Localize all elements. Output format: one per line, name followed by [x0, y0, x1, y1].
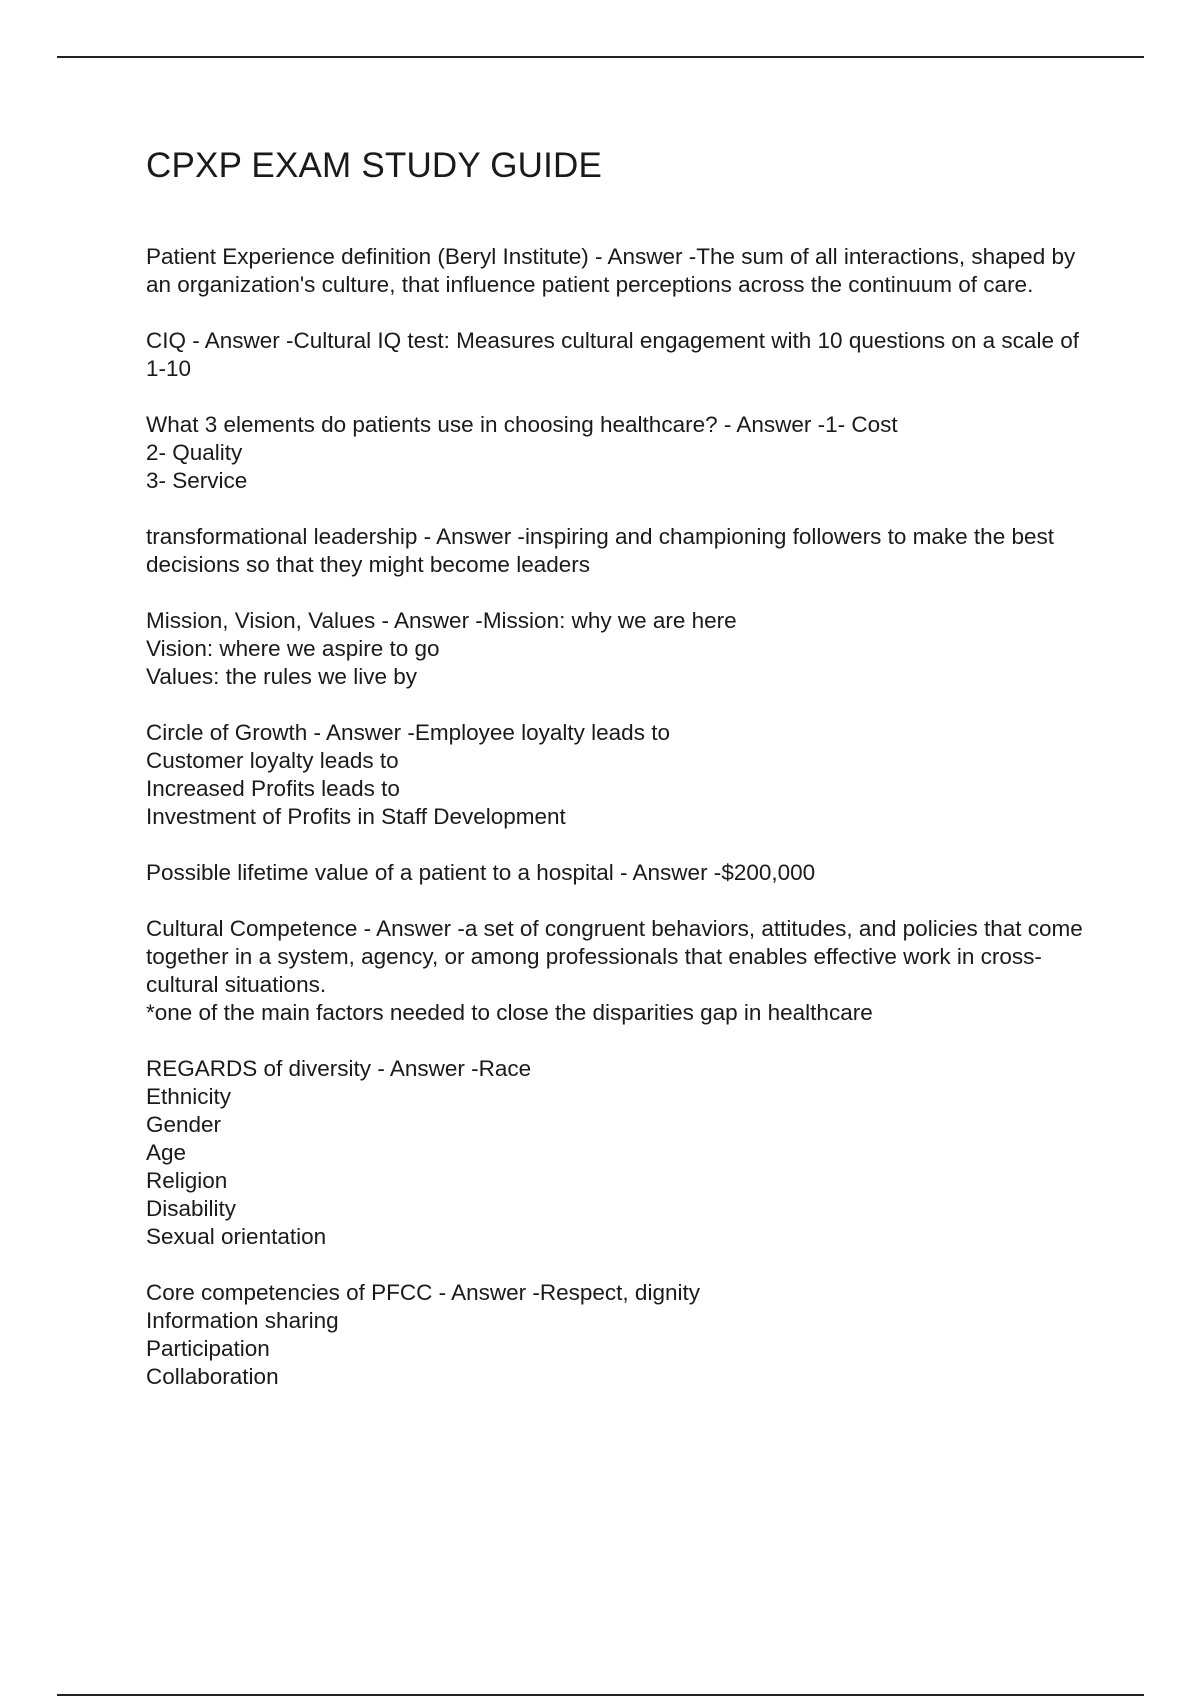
qa-separator: - Answer -	[375, 608, 483, 633]
qa-term: transformational leadership	[146, 524, 418, 549]
qa-answer: The sum of all interactions, shaped by an organization's culture, that influence patient perceptions across the continuum of care.	[146, 244, 1076, 297]
study-guide-body	[146, 243, 1096, 1419]
qa-separator: - Answer -	[186, 328, 294, 353]
qa-separator: - Answer -	[588, 244, 697, 269]
qa-entry	[146, 859, 1096, 887]
qa-separator: - Answer -	[307, 720, 415, 745]
qa-entry	[146, 411, 1096, 495]
qa-entry	[146, 719, 1096, 831]
qa-entry	[146, 915, 1096, 1027]
qa-entry	[146, 243, 1096, 299]
qa-separator: - Answer -	[357, 916, 465, 941]
qa-separator: - Answer -	[417, 524, 525, 549]
qa-term: Possible lifetime value of a patient to a hospital	[146, 860, 614, 885]
qa-answer: inspiring and championing followers to make the best decisions so that they might become leaders	[146, 524, 1054, 577]
qa-term: What 3 elements do patients use in choosing healthcare?	[146, 412, 718, 437]
qa-term: Patient Experience definition (Beryl Institute)	[146, 244, 589, 269]
qa-entry	[146, 523, 1096, 579]
qa-separator: - Answer -	[717, 412, 826, 437]
qa-answer: Race Ethnicity Gender Age Religion Disability Sexual orientation	[146, 1056, 532, 1249]
qa-answer: $200,000	[721, 860, 816, 885]
bottom-rule	[57, 1694, 1144, 1696]
qa-separator: - Answer -	[613, 860, 722, 885]
qa-answer: Mission: why we are here Vision: where we aspire to go Values: the rules we live by	[146, 608, 737, 689]
qa-entry	[146, 607, 1096, 691]
top-rule	[57, 56, 1144, 58]
page-title: CPXP EXAM STUDY GUIDE	[146, 146, 603, 185]
qa-separator: - Answer -	[432, 1280, 540, 1305]
qa-term: Cultural Competence	[146, 916, 358, 941]
qa-separator: - Answer -	[371, 1056, 479, 1081]
qa-entry	[146, 1279, 1096, 1391]
qa-term: Mission, Vision, Values	[146, 608, 376, 633]
qa-answer: 1- Cost 2- Quality 3- Service	[146, 412, 898, 493]
qa-term: Circle of Growth	[146, 720, 308, 745]
qa-answer: a set of congruent behaviors, attitudes, and policies that come together in a system, agency, or among professionals that enables effective work in cross-cultural situations. *one of the main factors needed to close the disparities gap in healthcare	[146, 916, 1083, 1025]
qa-term: REGARDS of diversity	[146, 1056, 372, 1081]
qa-term: Core competencies of PFCC	[146, 1280, 433, 1305]
qa-entry	[146, 1055, 1096, 1251]
qa-term: CIQ	[146, 328, 187, 353]
qa-answer: Employee loyalty leads to Customer loyalty leads to Increased Profits leads to Investment of Profits in Staff Development	[146, 720, 670, 829]
qa-entry	[146, 327, 1096, 383]
qa-answer: Respect, dignity Information sharing Participation Collaboration	[146, 1280, 700, 1389]
qa-answer: Cultural IQ test: Measures cultural engagement with 10 questions on a scale of 1-10	[146, 328, 1079, 381]
